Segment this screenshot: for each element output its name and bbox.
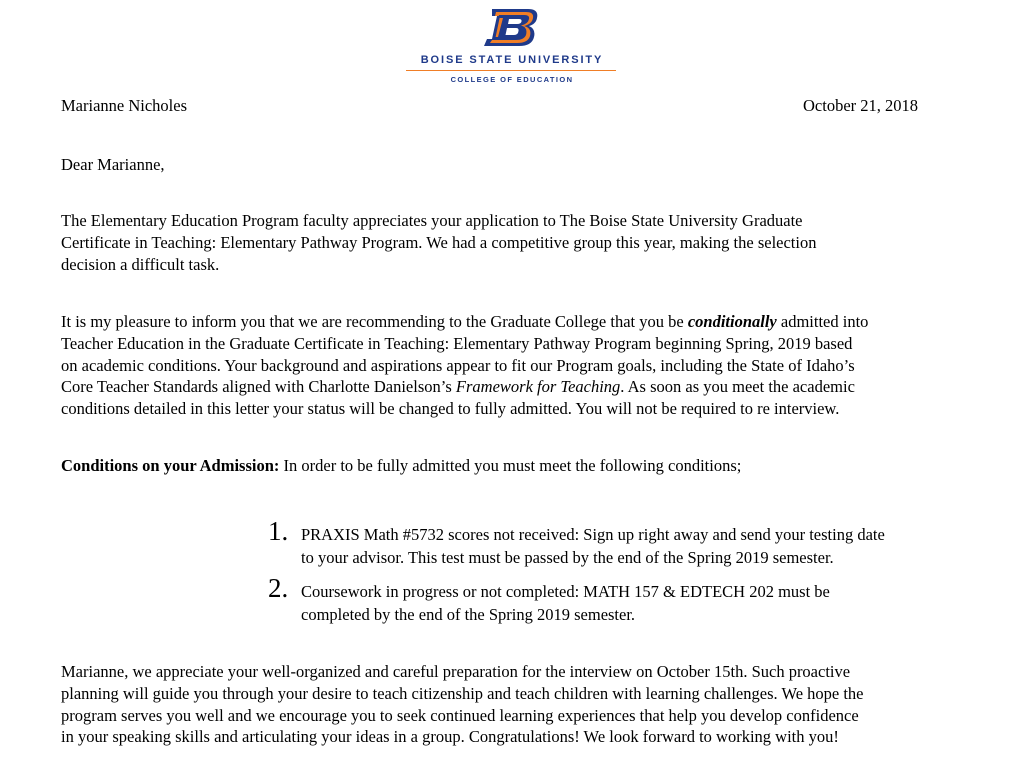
conditions-intro: [61, 455, 741, 477]
boise-state-b-logo: [484, 6, 540, 48]
university-name: BOISE STATE UNIVERSITY: [420, 54, 604, 66]
condition-item: [268, 513, 988, 570]
letter-date: October 21, 2018: [803, 96, 919, 115]
condition-item: [268, 570, 988, 627]
paragraph-line: in your speaking skills and articulating your ideas in a group. Congratulations! We look forward to working with you!: [61, 727, 839, 747]
condition-line: PRAXIS Math #5732 scores not received: Sign up right away and send your testing date: [301, 525, 885, 544]
conditions-heading: Conditions on your Admission:: [61, 456, 280, 475]
condition-number: 2.: [268, 573, 289, 603]
letterhead: [0, 0, 1024, 90]
closing-paragraph: [61, 661, 981, 748]
paragraph-line: conditions detailed in this letter your status will be changed to fully admitted. You will not be required to re interview.: [61, 399, 840, 419]
paragraph-line: on academic conditions. Your background and aspirations appear to fit our Program goals, including the State of Idaho’s: [61, 355, 855, 375]
paragraph-line: The Elementary Education Program faculty appreciates your application to The Boise State University Graduate: [61, 211, 803, 230]
intro-paragraph: [61, 210, 981, 275]
admission-paragraph: [61, 311, 981, 420]
paragraph-line: planning will guide you through your desire to teach citizenship and teach children with learning challenges. We hope the: [61, 683, 864, 703]
paragraph-line: Teacher Education in the Graduate Certificate in Teaching: Elementary Pathway Program beginning Spring, 2019 based: [61, 333, 853, 353]
paragraph-line: Certificate in Teaching: Elementary Pathway Program. We had a competitive group this year, making the selection: [61, 232, 817, 252]
recipient-name: Marianne Nicholes: [61, 96, 187, 115]
condition-text: [301, 523, 885, 569]
framework-title: Framework for Teaching: [455, 377, 621, 397]
text-run: Core Teacher Standards aligned with Charlotte Danielson’s: [61, 377, 456, 397]
text-run: . As soon as you meet the academic: [620, 377, 855, 397]
paragraph-line: Marianne, we appreciate your well-organized and careful preparation for the interview on October 15th. Such proactive: [61, 662, 851, 681]
conditions-list: [268, 513, 988, 627]
conditions-intro-text: In order to be fully admitted you must meet the following conditions;: [279, 456, 742, 475]
college-name: COLLEGE OF EDUCATION: [450, 75, 574, 84]
condition-line: completed by the end of the Spring 2019 semester.: [301, 605, 636, 624]
conditionally-emphasis: conditionally: [687, 312, 777, 331]
salutation: Dear Marianne,: [61, 155, 165, 174]
paragraph-line: program serves you well and we encourage you to seek continued learning experiences that help you develop confidence: [61, 705, 859, 725]
condition-line: Coursework in progress or not completed: MATH 157 & EDTECH 202 must be: [301, 582, 830, 601]
text-run: admitted into: [776, 312, 869, 331]
letterhead-divider: [406, 70, 616, 71]
condition-number: 1.: [268, 516, 289, 546]
paragraph-line: decision a difficult task.: [61, 254, 220, 274]
paragraph-line: [61, 311, 981, 333]
condition-line: to your advisor. This test must be passed by the end of the Spring 2019 semester.: [301, 548, 834, 567]
paragraph-line: [61, 376, 981, 398]
text-run: It is my pleasure to inform you that we are recommending to the Graduate College that you be: [61, 312, 688, 331]
condition-text: [301, 580, 830, 626]
